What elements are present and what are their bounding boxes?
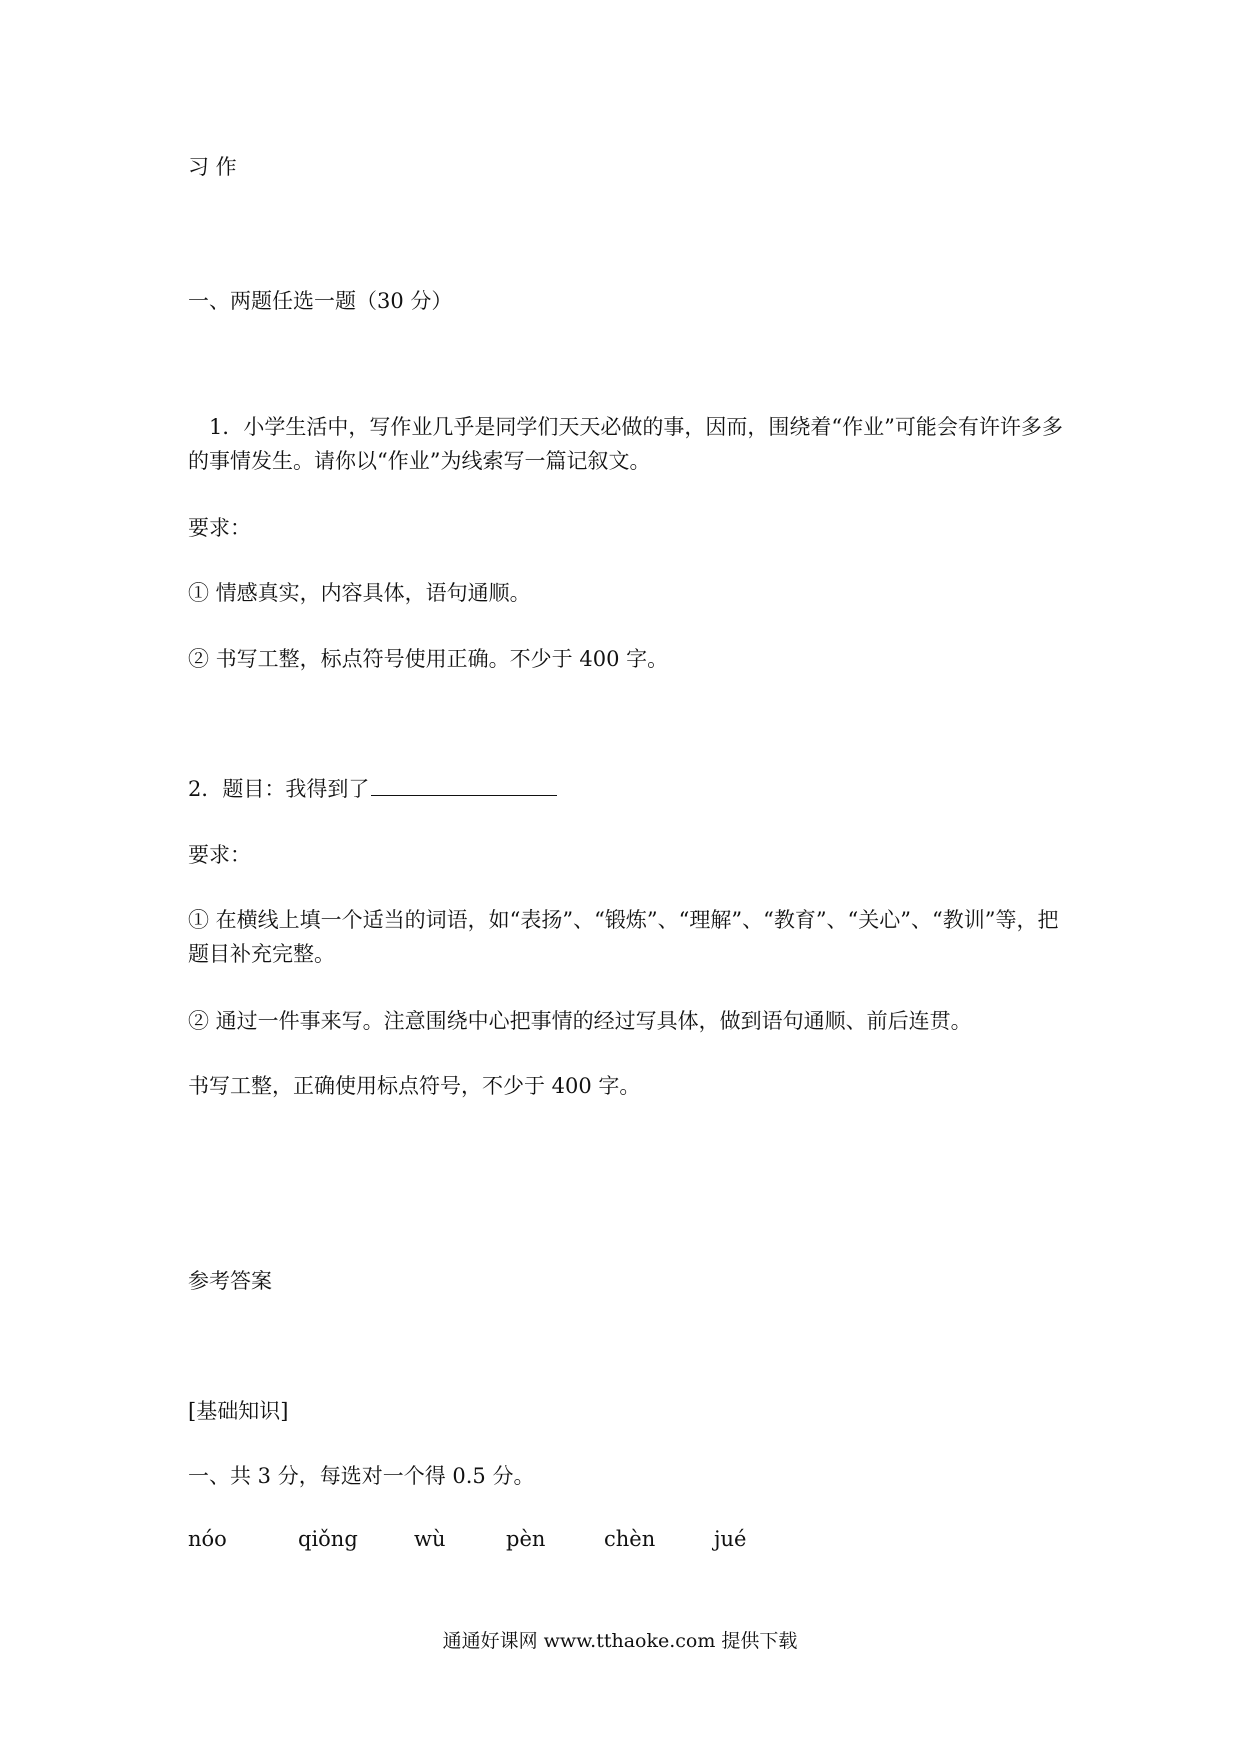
question-2-text: 2．题目：我得到了: [188, 777, 370, 801]
question-1-requirement-2: ② 书写工整，标点符号使用正确。不少于 400 字。: [188, 647, 669, 671]
question-2-title: [188, 772, 557, 806]
pinyin-item: jué: [714, 1527, 747, 1551]
answers-item-1: 一、共 3 分，每选对一个得 0.5 分。: [188, 1464, 535, 1488]
page-footer: 通通好课网 www.tthaoke.com 提供下载: [442, 1630, 798, 1652]
pinyin-item: qiǒng: [298, 1527, 358, 1551]
page-title: 习 作: [188, 155, 237, 179]
question-2-requirement-1: ① 在横线上填一个适当的词语，如“表扬”、“锻炼”、“理解”、“教育”、“关心”、“教训”等，把题目补充完整。: [188, 908, 1059, 966]
answers-subheading: [基础知识]: [188, 1399, 289, 1423]
question-2-requirement-3: 书写工整，正确使用标点符号，不少于 400 字。: [188, 1074, 641, 1098]
question-1-requirements-label: 要求：: [188, 516, 251, 540]
pinyin-item: chèn: [604, 1527, 656, 1551]
pinyin-item: nóo: [188, 1527, 227, 1551]
answers-heading: 参考答案: [188, 1269, 272, 1293]
fill-in-blank: [371, 773, 557, 796]
pinyin-item: pèn: [506, 1527, 546, 1551]
question-2-requirements-label: 要求：: [188, 843, 251, 867]
section-heading: 一、两题任选一题（30 分）: [188, 289, 453, 313]
question-1-text: 1．小学生活中，写作业几乎是同学们天天必做的事，因而，围绕着“作业”可能会有许许多多的事情发生。请你以“作业”为线索写一篇记叙文。: [188, 415, 1063, 473]
question-1-requirement-1: ① 情感真实，内容具体，语句通顺。: [188, 581, 531, 605]
question-2-requirement-2: ② 通过一件事来写。注意围绕中心把事情的经过写具体，做到语句通顺、前后连贯。: [188, 1009, 972, 1033]
pinyin-item: wù: [414, 1527, 446, 1551]
